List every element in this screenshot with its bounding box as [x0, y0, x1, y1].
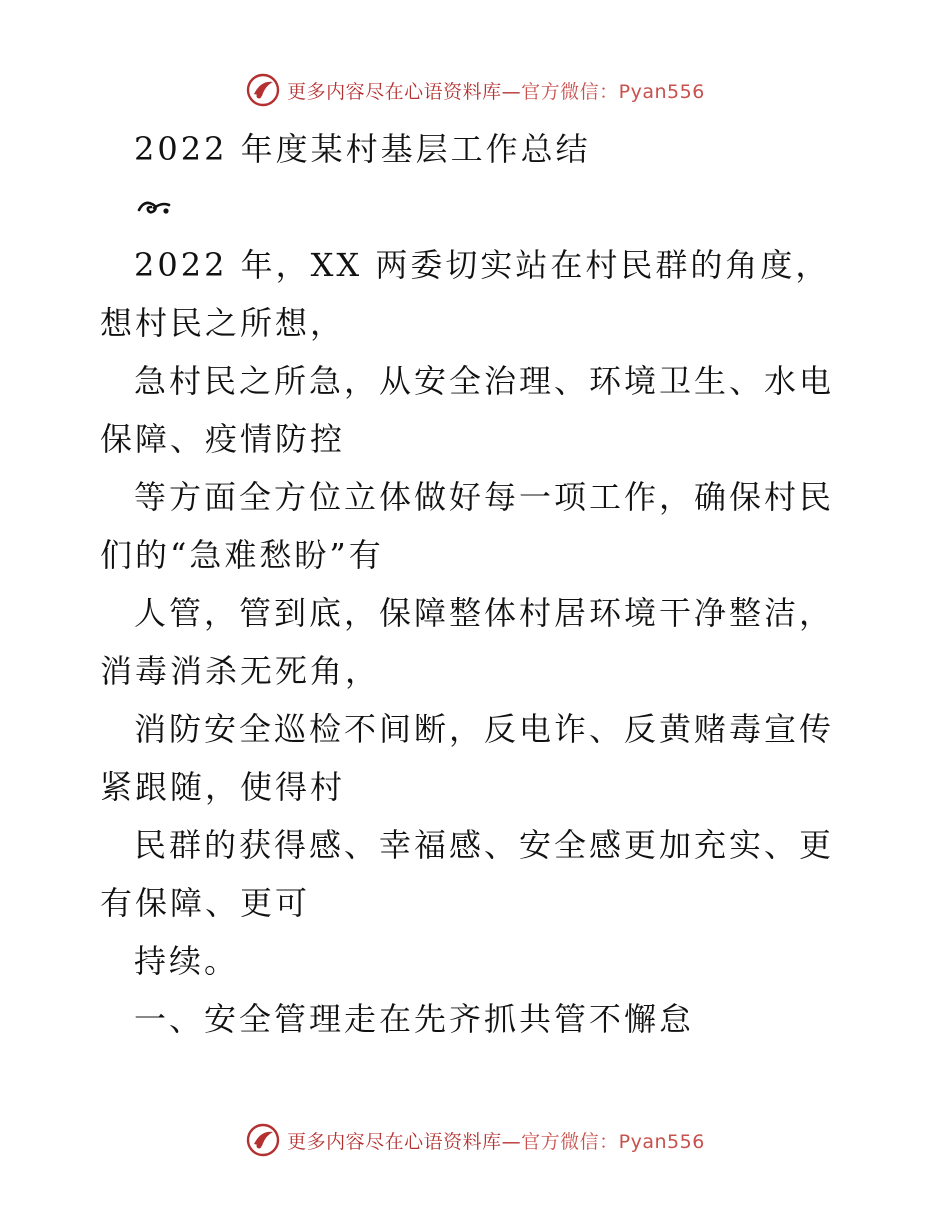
- watermark-wechat: 官方微信：Pyan556: [521, 1130, 705, 1153]
- paragraph-line: 急村民之所急，从安全治理、环境卫生、水电保障、疫情防控: [100, 362, 835, 458]
- swirl-ornament-icon: [136, 196, 172, 218]
- library-logo-icon: [245, 72, 281, 108]
- watermark-footer: [0, 1120, 950, 1160]
- paragraph-line: 民群的获得感、幸福感、安全感更加充实、更有保障、更可: [100, 826, 835, 922]
- paragraph-line: 持续。: [134, 942, 240, 980]
- section-heading: 一、安全管理走在先齐抓共管不懈怠: [134, 1000, 695, 1038]
- watermark-wechat: 官方微信：Pyan556: [521, 80, 705, 103]
- paragraph-line: 2022 年，XX 两委切实站在村民群的角度，想村民之所想，: [100, 246, 831, 342]
- watermark-text: 更多内容尽在心语资料库—官方微信：Pyan556: [287, 80, 705, 103]
- document-title: 2022 年度某村基层工作总结: [134, 130, 591, 168]
- watermark-header: [0, 70, 950, 110]
- watermark-text: 更多内容尽在心语资料库—官方微信：Pyan556: [287, 1130, 705, 1153]
- paragraph-line: 人管，管到底，保障整体村居环境干净整洁，消毒消杀无死角，: [100, 594, 835, 690]
- ornament-divider: [100, 178, 860, 236]
- document-body: [100, 120, 860, 1048]
- paragraph-line: 消防安全巡检不间断，反电诈、反黄赌毒宣传紧跟随，使得村: [100, 710, 835, 806]
- library-logo-icon: [245, 1122, 281, 1158]
- paragraph-line: 等方面全方位立体做好每一项工作，确保村民们的“急难愁盼”有: [100, 478, 835, 574]
